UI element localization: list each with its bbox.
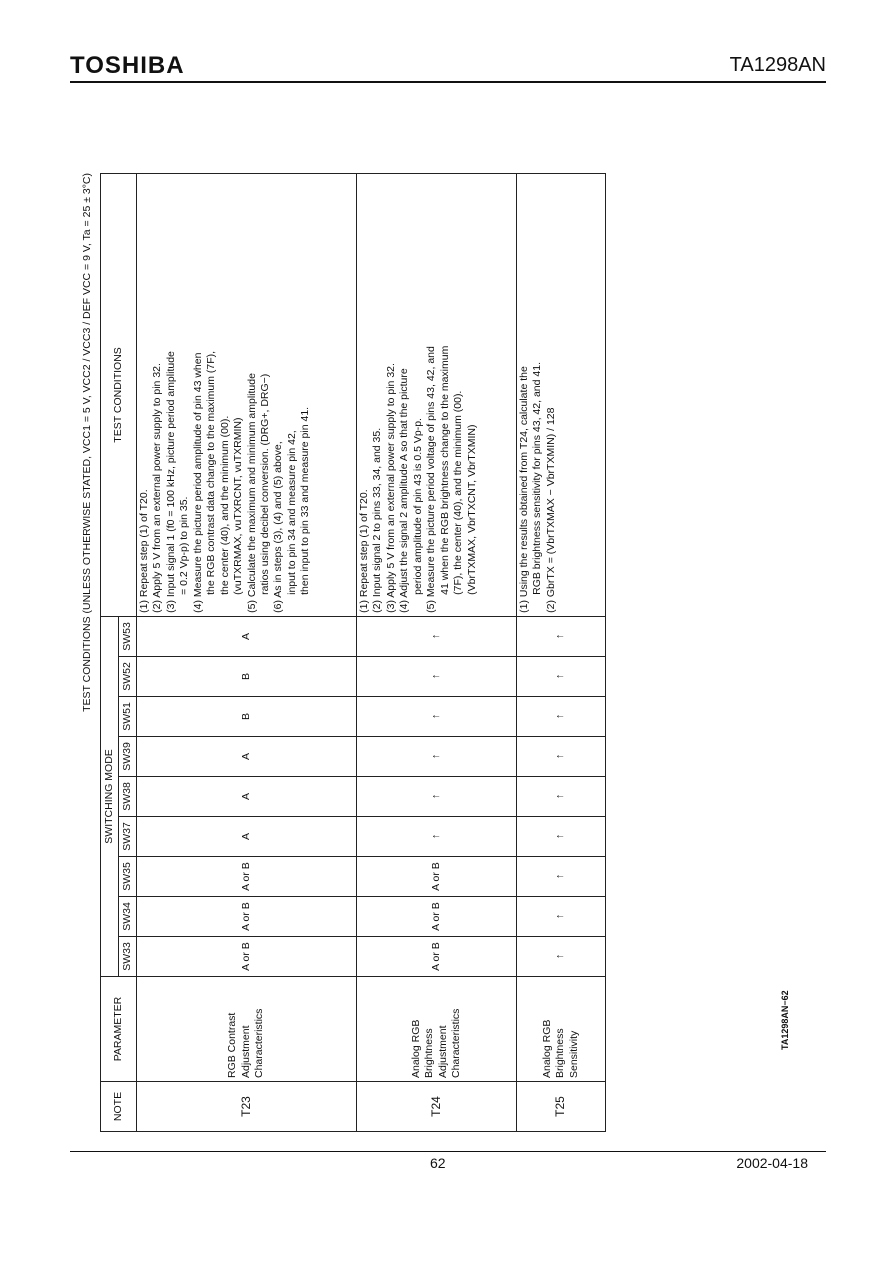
test-step: 41 when the RGB brightness change to the maximum [438, 345, 451, 595]
test-step: (VbrTXMAX, VbrTXCNT, VbrTXMIN) [465, 424, 478, 595]
test-step: input to pin 34 and measure pin 42, [285, 430, 298, 595]
test-conditions-table-frame [81, 173, 606, 1132]
header-sw38: SW38 [119, 777, 137, 817]
sw-cell: ↑ [357, 616, 517, 656]
test-step: (7F), the center (40), and the minimum (00). [452, 390, 465, 595]
test-step: (4) Adjust the signal 2 amplitude A so that the picture [398, 368, 411, 613]
header-sw35: SW35 [119, 857, 137, 897]
sw-cell: A or B [357, 897, 517, 937]
sw-cell: ↑ [517, 937, 606, 977]
sw-cell: ↑ [357, 777, 517, 817]
sw-cell: A or B [357, 937, 517, 977]
part-number: TA1298AN [729, 54, 826, 76]
test-step: the center (40), and the minimum (00). [218, 415, 231, 595]
sw-cell: A or B [137, 937, 357, 977]
page-number: 62 [430, 1155, 446, 1171]
test-steps-cell [357, 174, 517, 617]
test-step: (vuTXRMAX, vuTXRCNT, vuTXRMIN) [232, 417, 245, 595]
test-step: the RGB contrast data change to the maximum (7F), [205, 350, 218, 595]
sw-cell: ↑ [517, 817, 606, 857]
test-steps-cell [517, 174, 606, 617]
toshiba-logo: TOSHIBA [70, 52, 185, 79]
sw-cell: A [137, 817, 357, 857]
sw-cell: ↑ [517, 657, 606, 697]
test-step: (6) As in steps (3), (4) and (5) above, [272, 441, 285, 613]
header-sw52: SW52 [119, 657, 137, 697]
sw-cell: ↑ [517, 616, 606, 656]
sw-cell: A or B [357, 857, 517, 897]
test-step: period amplitude of pin 43 is 0.5 Vp-p. [411, 418, 424, 595]
parameter-cell: RGB Contrast Adjustment Characteristics [137, 977, 357, 1082]
sw-cell: A [137, 737, 357, 777]
sw-cell: ↑ [357, 657, 517, 697]
sw-cell: ↑ [517, 697, 606, 737]
sw-cell: ↑ [357, 697, 517, 737]
document-date: 2002-04-18 [736, 1155, 808, 1171]
header-sw51: SW51 [119, 697, 137, 737]
header-test-conditions: TEST CONDITIONS [101, 174, 137, 617]
sw-cell: ↑ [517, 897, 606, 937]
test-step: (2) Apply 5 V from an external power supply to pin 32. [151, 363, 164, 613]
test-step: (1) Repeat step (1) of T20. [358, 489, 370, 613]
rotated-table-container [81, 173, 606, 1132]
note-cell: T24 [357, 1082, 517, 1132]
header-parameter: PARAMETER [101, 977, 137, 1082]
sw-cell: A or B [137, 857, 357, 897]
note-cell: T23 [137, 1082, 357, 1132]
test-conditions-table [100, 173, 606, 1132]
sw-cell: ↑ [357, 737, 517, 777]
test-step: (4) Measure the picture period amplitude of pin 43 when [191, 352, 204, 613]
note-cell: T25 [517, 1082, 606, 1132]
test-step: ratios using decibel conversion. (DRG+, DRG−) [258, 373, 271, 595]
sw-cell: A [137, 616, 357, 656]
sw-cell: B [137, 657, 357, 697]
parameter-cell: Analog RGB Brightness Adjustment Characteristics [357, 977, 517, 1082]
header-sw37: SW37 [119, 817, 137, 857]
header-sw34: SW34 [119, 897, 137, 937]
header-sw33: SW33 [119, 937, 137, 977]
sw-cell: A [137, 777, 357, 817]
table-row [137, 174, 357, 1132]
header-sw53: SW53 [119, 616, 137, 656]
table-row [517, 174, 606, 1132]
sw-cell: B [137, 697, 357, 737]
sw-cell: ↑ [517, 737, 606, 777]
test-step: (5) Calculate the maximum and minimum amplitude [245, 373, 258, 613]
sw-cell: ↑ [517, 857, 606, 897]
test-step: (1) Repeat step (1) of T20. [138, 489, 150, 613]
test-step: RGB brightness sensitivity for pins 43, 42, and 41. [531, 362, 544, 595]
header-switching-mode: SWITCHING MODE [101, 616, 119, 976]
footer-rule [70, 1151, 826, 1152]
table-row [357, 174, 517, 1132]
test-step: (2) GbrTX = (VbrTXMAX − VbrTXMIN) / 128 [544, 407, 557, 613]
sw-cell: A or B [137, 897, 357, 937]
table-caption: TEST CONDITIONS (UNLESS OTHERWISE STATED, VCC1 = 5 V, VCC2 / VCC3 / DEF VCC = 9 V, Ta = 25 ± 3°C) [81, 173, 93, 712]
footer-code: TA1298AN−62 [780, 990, 790, 1050]
test-step: (3) Apply 5 V from an external power supply to pin 32. [384, 363, 397, 613]
test-step: then input to pin 33 and measure pin 41. [299, 406, 312, 595]
parameter-cell: Analog RGB Brightness Sensitivity [517, 977, 606, 1082]
header-rule [70, 81, 826, 83]
test-step: (2) Input signal 2 to pins 33, 34, and 35. [371, 427, 384, 613]
sw-cell: ↑ [517, 777, 606, 817]
header-sw39: SW39 [119, 737, 137, 777]
test-steps-cell [137, 174, 357, 617]
sw-cell: ↑ [357, 817, 517, 857]
test-step: (3) Input signal 1 (f0 = 100 kHz, picture period amplitude [164, 351, 177, 613]
test-step: (1) Using the results obtained from T24, calculate the [518, 366, 530, 613]
test-step: (5) Measure the picture period voltage of pins 43, 42, and [425, 346, 438, 613]
test-step: = 0.2 Vp-p) to pin 35. [178, 496, 191, 595]
header-note: NOTE [101, 1082, 137, 1132]
